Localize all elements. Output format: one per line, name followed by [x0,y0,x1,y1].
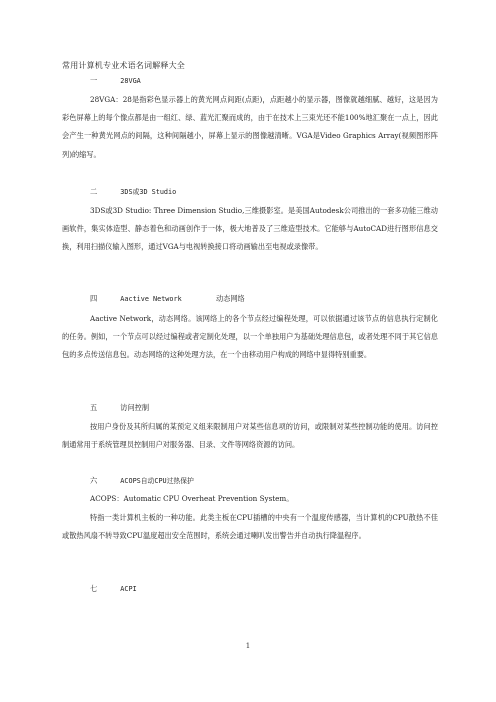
section-term: ACPI [120,585,137,593]
section-term: ACOPS自动CPU过热保护 [120,477,194,485]
section-heading [90,186,176,197]
section-number: 四 [90,294,98,303]
section-term-chinese: 动态网络 [215,294,245,303]
section-heading [90,294,245,304]
section-term: 28VGA [120,77,141,85]
section-term-chinese: 访问控制 [120,403,150,412]
section-term: 3DS或3D Studio [120,188,177,196]
section-number: 五 [90,403,98,412]
section-number: 二 [90,187,98,196]
section-body: 28VGA：28是指彩色显示器上的黄光网点间距(点距)，点距越小的显示器，图像就越细腻、越好，这是因为彩色屏幕上的每个像点都是由一组红、绿、蓝光汇聚而成的，由于在技术上三束光还不能100%地汇聚在一点上，因此会产生一种黄光网点的间隔，这种间隔越小，屏幕上显示的图像越清晰。VGA是Video Graphics Array(视频图形阵列)的缩写。 [62,95,438,159]
section-body: 3DS或3D Studio: Three Dimension Studio,三维摄影室。是美国Autodesk公司推出的一套多功能三维动画软件，集实体造型、静态着色和动画创作于一体，极大地普及了三维造型技术。它能够与AutoCAD进行图形信息交换，利用扫描仪输入图形，通过VGA与电视转换接口将动画输出至电视或录像带。 [62,206,438,252]
page-number: 1 [245,642,251,650]
section-body-continued: 特指一类计算机主板的一种功能。此类主板在CPU插槽的中央有一个温度传感器，当计算机的CPU散热不佳或散热风扇不转导致CPU温度超出安全范围时，系统会通过喇叭发出警告并自动执行降温程序。 [62,513,438,541]
section-body: 按用户身份及其所归属的某预定义组来限制用户对某些信息项的访问，或限制对某些控制功能的使用。访问控制通常用于系统管理员控制用户对服务器、目录、文件等网络资源的访问。 [62,422,438,450]
section-term: Aactive Network [120,295,182,303]
section-body: ACOPS：Automatic CPU Overheat Prevention System。 [90,494,294,503]
section-heading [90,76,141,86]
section-heading [90,475,194,486]
section-number: 七 [90,584,98,593]
section-body: Aactive Network，动态网络。该网络上的各个节点经过编程处理，可以依据通过该节点的信息执行定制化的任务。例如，一个节点可以经过编程或者定制化处理，以一个单独用户为基础处理信息包，或者处理不同于其它信息包的多点传送信息包。动态网络的这种处理方法，在一个由移动用户构成的网络中显得特别重要。 [62,314,438,360]
document-title: 常用计算机专业术语名词解释大全 [62,61,185,70]
section-heading [90,584,137,594]
section-number: 六 [90,476,98,485]
section-number: 一 [90,76,98,85]
section-heading [90,403,149,413]
